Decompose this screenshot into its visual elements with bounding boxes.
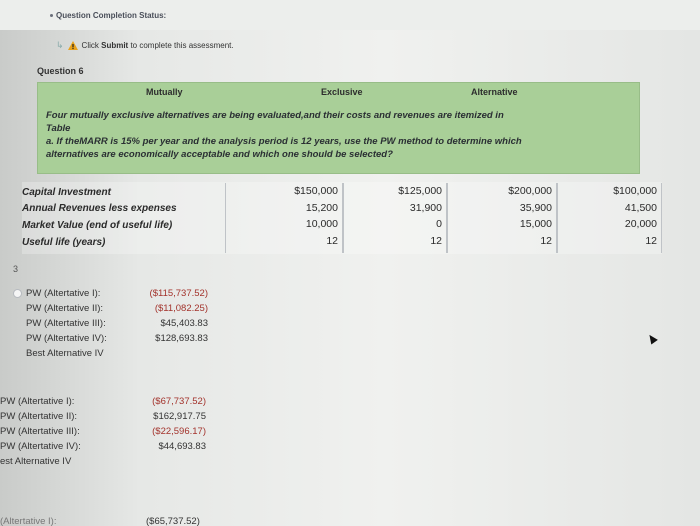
question-number: 3 xyxy=(13,264,19,274)
answer-option-2-labels[interactable] xyxy=(0,394,81,469)
header-exclusive: Exclusive xyxy=(321,87,363,97)
answer-option-1-values xyxy=(140,286,208,346)
problem-line: Four mutually exclusive alternatives are being evaluated,and their costs and revenues are itemized in xyxy=(46,110,504,121)
answer-label: PW (Altertative III): xyxy=(0,426,80,437)
table-cell: 41,500 xyxy=(624,201,657,214)
submit-link[interactable]: Submit xyxy=(101,41,129,50)
problem-line: alternatives are economically acceptable and which one should be selected? xyxy=(46,149,393,160)
answer-option-3-label[interactable]: (Altertative I): xyxy=(0,516,57,526)
answer-value: $44,693.83 xyxy=(158,441,206,452)
mouse-cursor-icon xyxy=(646,333,658,345)
table-cell: 10,000 xyxy=(305,218,338,230)
problem-text xyxy=(46,109,636,161)
answer-label: PW (Altertative I): xyxy=(0,396,75,407)
table-cell: $125,000 xyxy=(398,185,442,197)
warning-icon xyxy=(68,41,78,50)
header-mutually: Mutually xyxy=(146,87,183,97)
top-bar xyxy=(0,0,700,30)
answer-value: ($11,082.25) xyxy=(154,303,208,314)
answer-option-1-radio[interactable] xyxy=(13,289,22,298)
problem-line: a. If theMARR is 15% per year and the analysis period is 12 years, use the PW method to determine which xyxy=(46,136,522,147)
table-column-3 xyxy=(447,183,557,253)
row-label-useful-life: Useful life (years) xyxy=(22,237,106,248)
answer-value: $162,917.75 xyxy=(153,411,206,422)
answer-value: ($22,596.17) xyxy=(152,426,206,437)
answer-label: Best Alternative IV xyxy=(26,348,104,359)
table-cell: $150,000 xyxy=(294,185,338,197)
answer-label: PW (Altertative II): xyxy=(26,303,104,314)
table-cell: 0 xyxy=(436,218,442,230)
table-cell: 15,200 xyxy=(305,201,338,214)
status-label: Question Completion Status: xyxy=(56,11,167,20)
bullet-icon xyxy=(50,14,53,17)
problem-statement xyxy=(37,82,640,174)
submit-notice xyxy=(56,40,234,51)
table-cell: 35,900 xyxy=(519,201,552,214)
table-column-2 xyxy=(343,183,447,253)
answer-option-1-labels[interactable] xyxy=(26,286,107,361)
table-cell: 15,000 xyxy=(519,218,552,230)
table-cell: 12 xyxy=(430,234,442,247)
arrow-icon: ↳ xyxy=(56,40,64,50)
header-alternative: Alternative xyxy=(471,87,518,97)
table-cell: 12 xyxy=(645,234,657,247)
table-cell: $100,000 xyxy=(613,185,657,197)
table-column-4 xyxy=(557,183,662,253)
answer-value: $45,403.83 xyxy=(160,318,208,329)
table-column-1 xyxy=(225,183,343,253)
answer-label: PW (Altertative III): xyxy=(26,318,106,329)
table-cell: 12 xyxy=(540,234,552,247)
answer-label: PW (Altertative II): xyxy=(0,411,78,422)
answer-option-2-values xyxy=(134,394,206,454)
answer-value: ($115,737.52) xyxy=(149,288,208,299)
answer-label: PW (Altertative IV): xyxy=(26,333,107,344)
notice-text: Click Submit to complete this assessment. xyxy=(81,41,234,50)
table-cell: 12 xyxy=(326,234,338,247)
row-label-capital: Capital Investment xyxy=(22,187,111,198)
answer-value: $128,693.83 xyxy=(155,333,208,344)
table-cell: 31,900 xyxy=(409,201,442,214)
answer-label: est Alternative IV xyxy=(0,456,72,467)
answer-value: ($67,737.52) xyxy=(152,396,206,407)
table-cell: 20,000 xyxy=(624,218,657,230)
answer-label: PW (Altertative IV): xyxy=(0,441,81,452)
problem-line: Table xyxy=(46,123,71,134)
question-label: Question 6 xyxy=(37,66,84,76)
completion-status xyxy=(50,11,166,20)
answer-option-3-value: ($65,737.52) xyxy=(146,516,200,526)
answer-label: PW (Altertative I): xyxy=(26,288,101,299)
row-label-revenues: Annual Revenues less expenses xyxy=(22,203,177,214)
table-cell: $200,000 xyxy=(508,185,552,197)
row-label-market-value: Market Value (end of useful life) xyxy=(22,220,173,231)
